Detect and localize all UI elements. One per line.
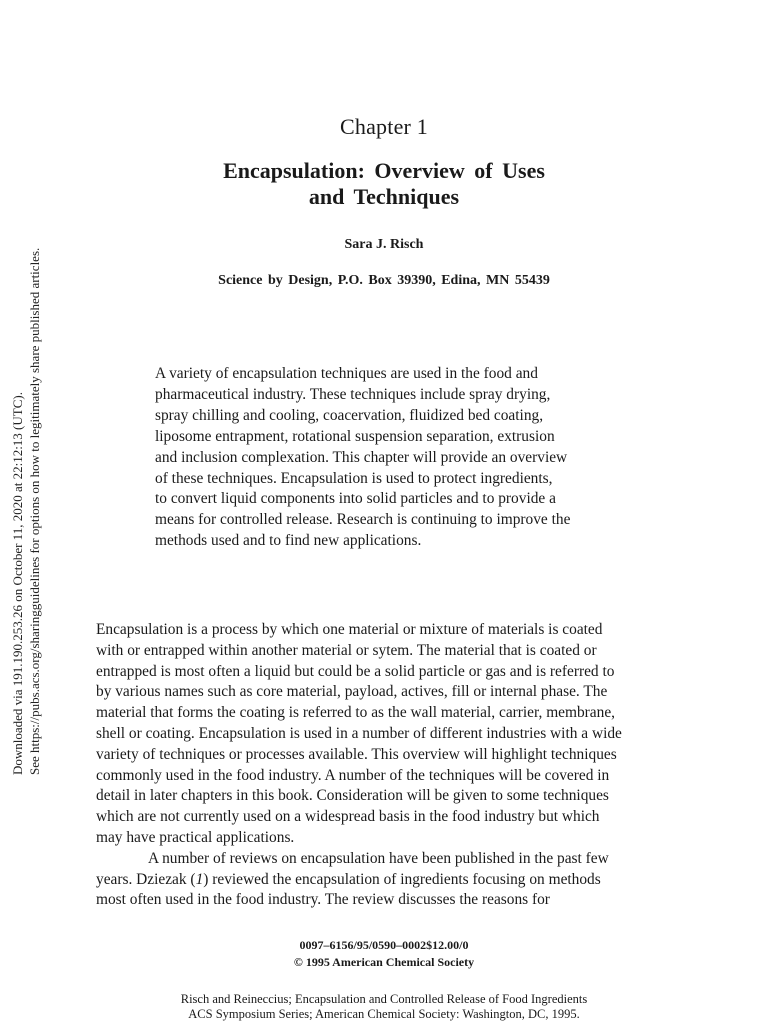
body-line: with or entrapped within another material or sytem. The material that is coated or <box>96 641 597 659</box>
abstract <box>155 364 635 552</box>
chapter-title-line2: and Techniques <box>308 184 460 209</box>
body-text-span: years. Dziezak ( <box>96 870 196 888</box>
body-line: may have practical applications. <box>96 828 295 846</box>
copyright-block <box>0 937 768 971</box>
chapter-title <box>0 158 768 210</box>
body-line: entrapped is most often a liquid but could be a solid particle or gas and is referred to <box>96 662 615 680</box>
abstract-line: means for controlled release. Research is continuing to improve the <box>155 511 571 529</box>
body-line: variety of techniques or processes available. This overview will highlight techniques <box>96 745 617 763</box>
download-notice <box>10 247 44 775</box>
body-text-span: ) reviewed the encapsulation of ingredients focusing on methods <box>203 870 601 888</box>
copyright-notice: © 1995 American Chemical Society <box>293 955 475 969</box>
body-line: which are not currently used on a widespread basis in the food industry but which <box>96 808 600 826</box>
abstract-line: and inclusion complexation. This chapter will provide an overview <box>155 448 568 466</box>
abstract-line: spray chilling and cooling, coacervation, fluidized bed coating, <box>155 406 544 424</box>
author-name: Sara J. Risch <box>344 237 424 252</box>
abstract-line: liposome entrapment, rotational suspension separation, extrusion <box>155 427 555 445</box>
citation-line1: Risch and Reineccius; Encapsulation and Controlled Release of Food Ingredients <box>180 992 588 1006</box>
body-line: Encapsulation is a process by which one material or mixture of materials is coated <box>96 621 603 638</box>
abstract-line: methods used and to find new applications. <box>155 532 422 550</box>
download-notice-line2: See https://pubs.acs.org/sharingguidelines for options on how to legitimately share published articles. <box>27 247 42 775</box>
body-line: most often used in the food industry. The review discusses the reasons for <box>96 891 550 909</box>
abstract-line: to convert liquid components into solid particles and to provide a <box>155 490 556 508</box>
citation-line2: ACS Symposium Series; American Chemical Society: Washington, DC, 1995. <box>188 1007 580 1021</box>
body-line: material that forms the coating is referred to as the wall material, carrier, membrane, <box>96 704 616 722</box>
body-line: shell or coating. Encapsulation is used in a number of different industries with a wide <box>96 724 622 742</box>
chapter-title-line1: Encapsulation: Overview of Uses <box>223 158 545 183</box>
abstract-line: pharmaceutical industry. These techniques include spray drying, <box>155 385 551 403</box>
abstract-line: of these techniques. Encapsulation is used to protect ingredients, <box>155 469 553 487</box>
body-line: commonly used in the food industry. A number of the techniques will be covered in <box>96 766 610 784</box>
price-code: 0097–6156/95/0590–0002$12.00/0 <box>299 938 469 952</box>
body-line: detail in later chapters in this book. Consideration will be given to some techniques <box>96 787 609 805</box>
author-affiliation: Science by Design, P.O. Box 39390, Edina, MN 55439 <box>218 273 550 288</box>
citation-footer <box>0 992 768 1022</box>
download-notice-line1: Downloaded via 191.190.253.26 on October 11, 2020 at 22:12:13 (UTC). <box>10 392 25 775</box>
body-line: A number of reviews on encapsulation have been published in the past few <box>148 849 609 867</box>
body-text <box>96 620 686 911</box>
abstract-line: A variety of encapsulation techniques are used in the food and <box>155 365 538 382</box>
body-line: by various names such as core material, payload, actives, fill or internal phase. The <box>96 683 608 701</box>
body-line-with-reference <box>96 870 686 891</box>
reference-number: 1 <box>195 870 204 888</box>
chapter-label: Chapter 1 <box>340 114 428 139</box>
